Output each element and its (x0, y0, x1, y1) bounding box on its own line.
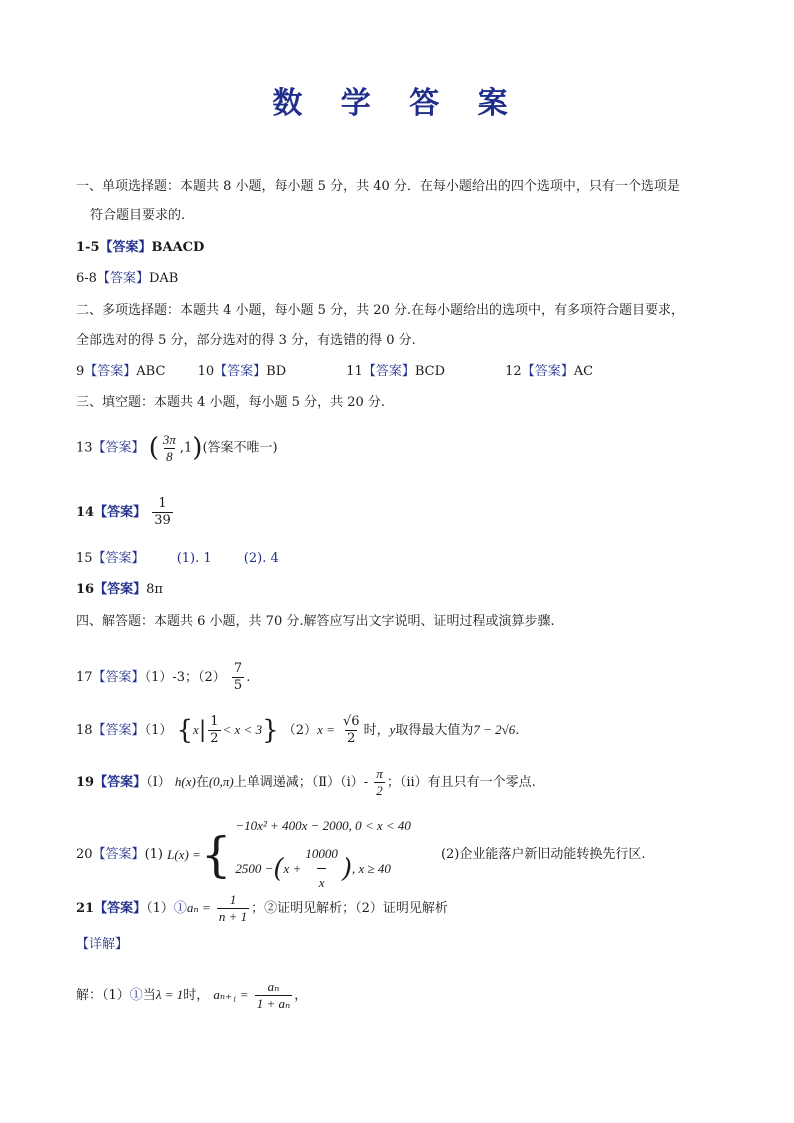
denominator: 8 (166, 448, 173, 464)
set-variable: x (193, 722, 199, 737)
answer-value: BCD (414, 364, 445, 379)
answer-part-2: （2） (282, 723, 318, 738)
text: 上单调递减；（Ⅱ）（i）- (233, 775, 369, 790)
section-2-heading (76, 301, 684, 321)
fraction (255, 979, 293, 1012)
piecewise-cases (235, 812, 411, 897)
q-number: 11 (346, 364, 363, 379)
text: , x ≥ 40 (352, 860, 391, 876)
answer-label: 【答案】 (96, 271, 149, 286)
answer-label: 【答案】 (362, 364, 415, 379)
q-number: 19 (76, 775, 95, 790)
numerator: √6 (343, 714, 360, 729)
detail-label: 【详解】 (76, 937, 129, 952)
answer-value: AC (573, 364, 594, 379)
section-3-text: 三、填空题：本题共 4 小题，每小题 5 分，共 20 分. (76, 395, 386, 410)
case-1: −10x² + 400x − 2000, 0 < x < 40 (235, 818, 411, 833)
section-2-cont (76, 331, 416, 351)
page-title: 数 学 答 案 (272, 86, 522, 121)
answer-label: 【答案】 (99, 240, 152, 255)
answer-part-2: (2)企业能落户新旧动能转换先行区. (440, 846, 646, 862)
section-1-cont-text: 符合题目要求的. (90, 208, 186, 223)
text: ；（ii）有且只有一个零点. (386, 775, 536, 790)
answer-part: （1） (146, 901, 174, 916)
equation: x = (317, 722, 335, 737)
text: 在 (195, 775, 209, 790)
section-1-cont (90, 206, 185, 226)
q-number: 12 (505, 364, 522, 379)
answer-value: DAB (148, 271, 179, 286)
equation: aₙ₊₁ = (213, 987, 249, 1002)
fraction (217, 892, 249, 925)
variable: y (389, 722, 396, 737)
numerator: 3π (162, 431, 176, 447)
set-condition: < x < 3 (222, 722, 263, 737)
condition: λ = 1 (155, 987, 184, 1002)
answer-value: BAACD (151, 240, 205, 255)
answer-label: 【答案】 (92, 670, 145, 685)
denominator: 2 (376, 783, 383, 798)
fraction (232, 661, 244, 694)
text: 时， (183, 988, 210, 1003)
case-2: 2500 − ( x + $\frac{10000}{x}$ ) , x ≥ 40 (235, 840, 411, 897)
answer-1-5 (76, 238, 204, 258)
answer-6-8 (76, 269, 178, 289)
text: 2500 − (235, 860, 274, 876)
section-2-cont-text: 全部选对的得 5 分，部分选对的得 3 分，有选错的得 0 分. (76, 333, 416, 348)
answer-label: 【答案】 (92, 551, 145, 566)
q-number: 13 (76, 440, 93, 456)
denominator: 1 + aₙ (256, 996, 291, 1011)
answer-13: 13【答案】 ( $\frac{3\pi}{8}$ ,1)(答案不唯一) (76, 431, 278, 464)
answer-part: (1) (144, 846, 163, 862)
section-1-text: 一、单项选择题：本题共 8 小题，每小题 5 分，共 40 分．在每小题给出的四个选项中，只有一个选项是 (76, 179, 680, 194)
answer-value: BD (266, 364, 287, 379)
answer-label: 【答案】 (94, 775, 147, 790)
denominator: 2 (210, 731, 219, 746)
interval: (0,π) (208, 774, 234, 789)
answer-14 (76, 495, 175, 531)
max-value: 7 − 2√6 (473, 722, 516, 737)
coordinate-tail: ,1 (179, 440, 193, 456)
answer-20: 20 【答案】 (1) L(x) = { −10x² + 400x − 2000, 0 < x < 40 2500 − ( x + $\frac{10000}{x}$ ) , x ≥ 40 (2)企业能落户新旧动能转换先行区. (76, 812, 646, 897)
section-4-text: 四、解答题：本题共 6 小题，共 70 分.解答应写出文字说明、证明过程或演算步骤. (76, 614, 555, 629)
q-number: 15 (76, 551, 93, 566)
numerator: 7 (233, 661, 243, 676)
answer-label: 【答案】 (84, 364, 137, 379)
answer-19 (76, 764, 536, 801)
answer-value: 8π (146, 582, 163, 597)
denominator: 5 (233, 678, 243, 693)
text: 时， (363, 723, 390, 738)
text: 取得最大值为 (395, 723, 474, 738)
numerator: aₙ (267, 979, 280, 994)
section-3-heading (76, 393, 385, 413)
answer-value: ABC (136, 364, 166, 379)
answer-21 (76, 888, 448, 929)
equation: aₙ = (186, 900, 211, 915)
function: L(x) = (167, 846, 201, 862)
text: ；②证明见解析；（2）证明见解析 (251, 901, 448, 916)
section-1-heading (76, 177, 680, 197)
q-number: 1-5 (76, 240, 100, 255)
text: x + (283, 860, 302, 876)
numerator: 1 (229, 892, 237, 907)
fraction (152, 496, 173, 529)
circled-number: ① (173, 901, 187, 916)
period: . (246, 670, 251, 685)
circled-number: ① (129, 988, 143, 1003)
answer-label: 【答案】 (214, 364, 267, 379)
fraction (341, 714, 362, 747)
answer-16 (76, 580, 163, 600)
answer-label: 【答案】 (521, 364, 574, 379)
answers-9-12 (76, 362, 593, 382)
answer-label: 【答案】 (94, 582, 147, 597)
denominator: x (317, 868, 327, 897)
answer-17 (76, 660, 250, 696)
denominator: n + 1 (218, 909, 248, 924)
answer-part: （1） (144, 723, 173, 738)
note: (答案不唯一) (202, 440, 278, 456)
solution-line-1 (76, 975, 307, 1016)
period: . (515, 723, 520, 738)
section-2-text: 二、多项选择题：本题共 4 小题，每小题 5 分，共 20 分.在每小题给出的选项中，有多项符合题目要求， (76, 303, 685, 318)
denominator: 39 (154, 513, 171, 528)
denominator: 2 (347, 731, 356, 746)
fraction (208, 714, 220, 747)
detail-heading (76, 935, 128, 955)
q-number: 6-8 (76, 271, 97, 286)
q-number: 20 (76, 846, 93, 862)
section-4-heading (76, 612, 555, 632)
answer-15 (76, 549, 279, 569)
answer-label: 【答案】 (94, 901, 147, 916)
q-number: 9 (76, 364, 85, 379)
q-number: 10 (197, 364, 215, 379)
q-number: 18 (76, 723, 93, 738)
function: h(x) (174, 774, 196, 789)
answer-part-1: (1). 1 (176, 551, 212, 566)
q-number: 14 (76, 505, 95, 520)
answer-label: 【答案】 (92, 723, 145, 738)
answer-label: 【答案】 (94, 505, 147, 520)
numerator: 1 (158, 496, 167, 511)
answer-label: 【答案】 (92, 440, 145, 456)
answer-part-2: (2). 4 (243, 551, 279, 566)
answer-label: 【答案】 (92, 846, 145, 862)
numerator: 1 (210, 714, 219, 729)
text: 当 (142, 988, 156, 1003)
numerator: 10000 (305, 846, 338, 861)
answer-18: 18【答案】（1） {x| $\frac{1}{2}$ < x < 3} （2）x = $\frac{√6}{2}$ 时，y取得最大值为7 − 2√6. (76, 714, 520, 746)
numerator: π (376, 766, 383, 781)
answer-part: （Ⅰ） (146, 775, 171, 790)
q-number: 21 (76, 901, 95, 916)
answer-part: （1）-3；（2） (144, 670, 226, 685)
text: ， (294, 988, 308, 1003)
q-number: 17 (76, 670, 93, 685)
fraction (161, 432, 178, 465)
fraction (374, 766, 385, 799)
q-number: 16 (76, 582, 95, 597)
text: 解：（1） (76, 988, 130, 1003)
